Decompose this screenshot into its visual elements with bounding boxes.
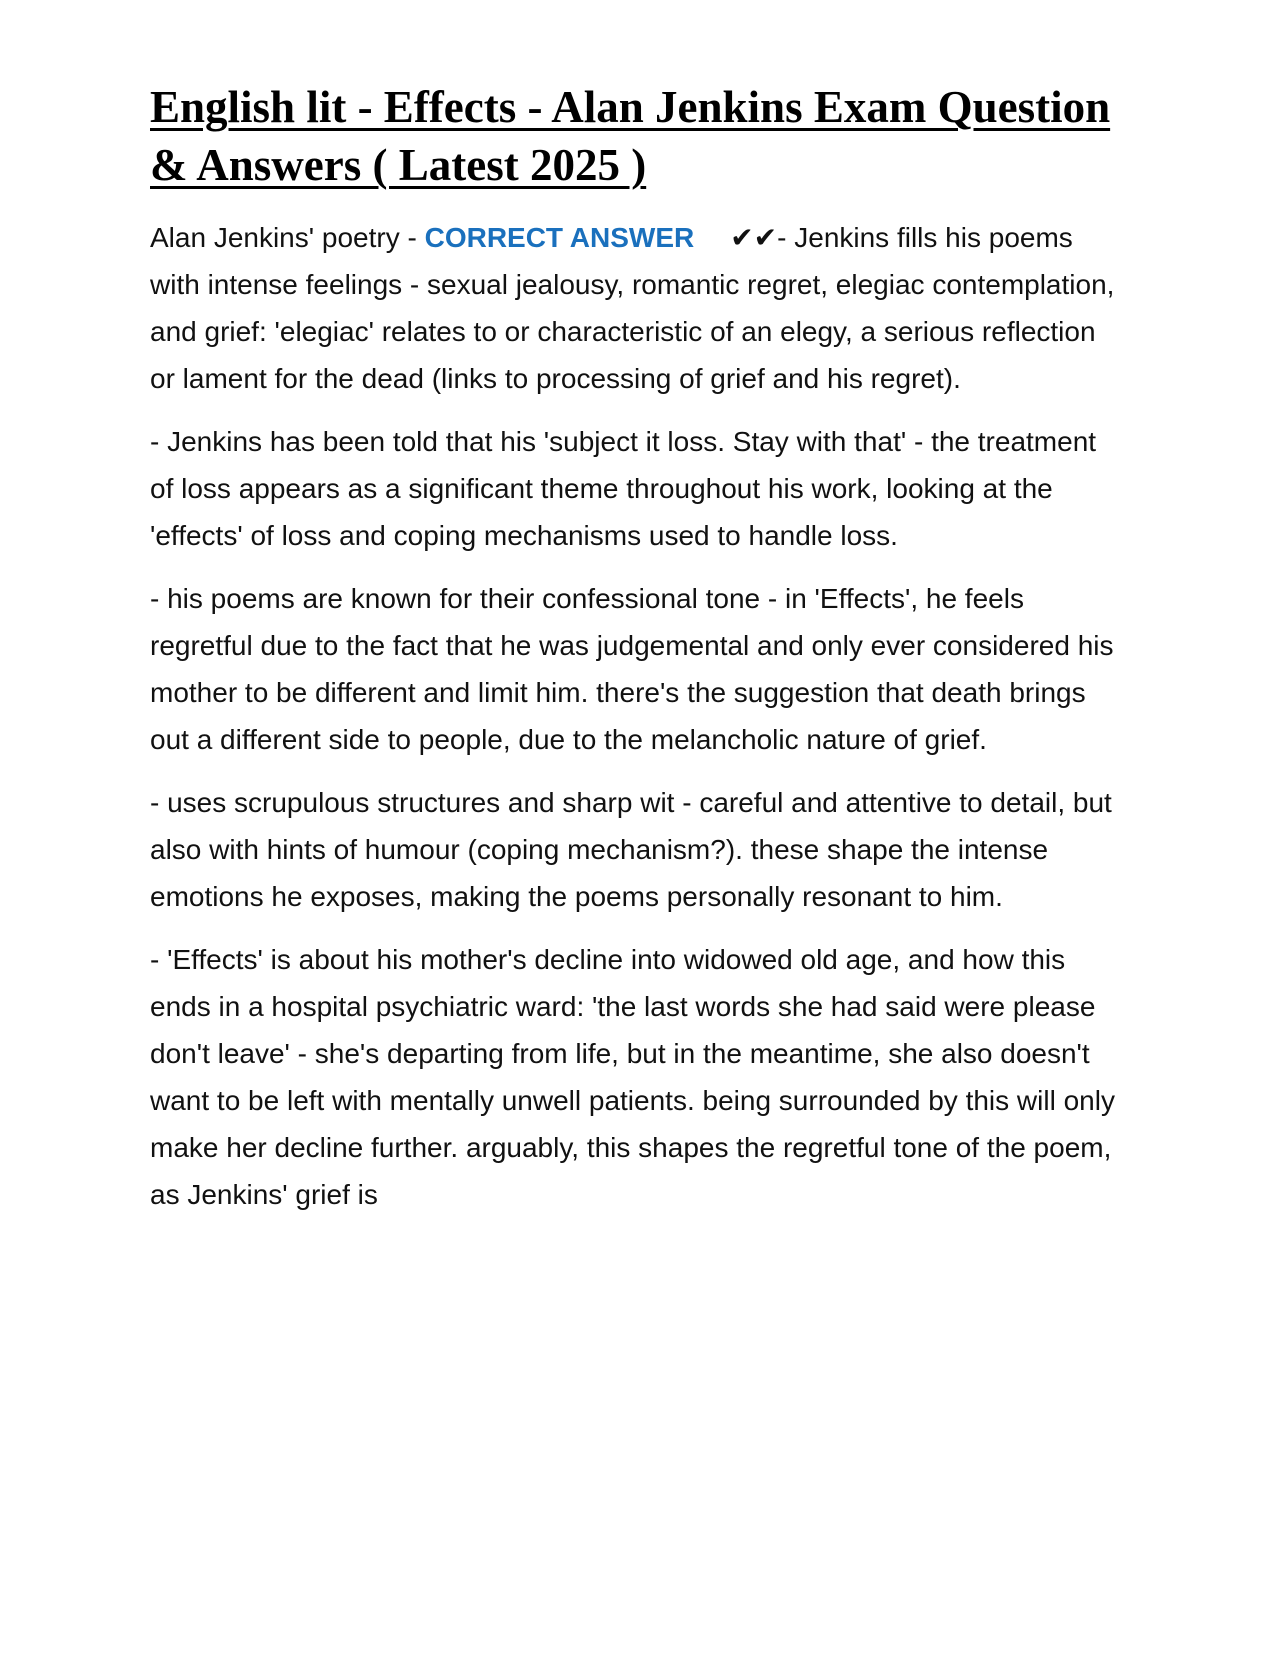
answer-paragraph: - his poems are known for their confessional tone - in 'Effects', he feels regretful due to the fact that he was judgemental and only ever considered his mother to be different and limit him. there's the suggestion that death brings out a different side to people, due to the melancholic nature of grief. [150, 583, 1114, 755]
correct-answer-label: CORRECT ANSWER [424, 222, 695, 253]
question-text: Alan Jenkins' poetry - [150, 222, 425, 253]
document-title: English lit - Effects - Alan Jenkins Exam Question & Answers ( Latest 2025 ) [150, 82, 1111, 190]
answer-text: - Jenkins fills his poems with intense feelings - sexual jealousy, romantic regret, elegiac contemplation, and grief: 'elegiac' relates to or characteristic of an elegy, a serious reflection or lament for the dead (links to processing of grief and his regret). [150, 222, 1115, 394]
checkmark-icon: ✔✔ [730, 222, 778, 253]
document-page [150, 78, 1120, 1234]
answer-paragraph: - 'Effects' is about his mother's decline into widowed old age, and how this ends in a hospital psychiatric ward: 'the last words she had said were please don't leave' - she's departing from life, but in the meantime, she also doesn't want to be left with mentally unwell patients. being surrounded by this will only make her decline further. arguably, this shapes the regretful tone of the poem, as Jenkins' grief is [150, 944, 1115, 1210]
qa-paragraph [150, 214, 1120, 402]
answer-paragraph: - Jenkins has been told that his 'subject it loss. Stay with that' - the treatment of loss appears as a significant theme throughout his work, looking at the 'effects' of loss and coping mechanisms used to handle loss. [150, 426, 1097, 551]
answer-paragraph: - uses scrupulous structures and sharp wit - careful and attentive to detail, but also with hints of humour (coping mechanism?). these shape the intense emotions he exposes, making the poems personally resonant to him. [150, 787, 1112, 912]
